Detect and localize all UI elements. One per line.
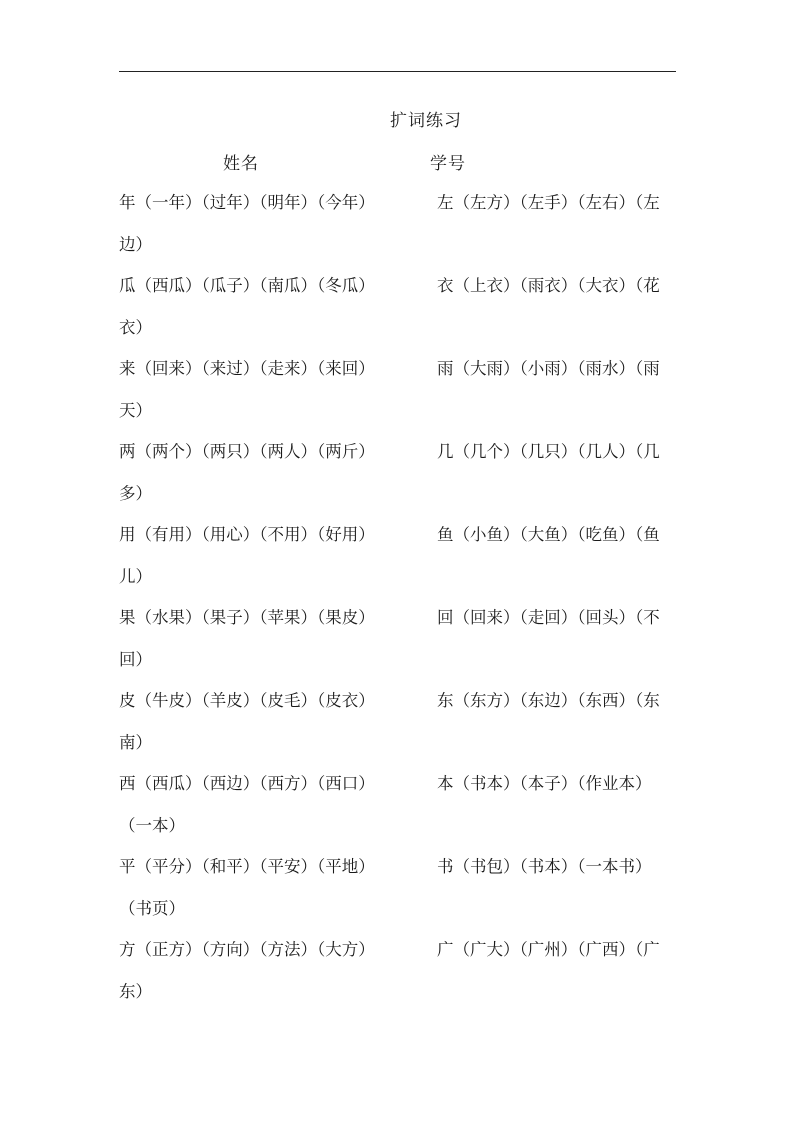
entry-row	[119, 600, 694, 683]
entry-left-text: 用（有用）（用心）（不用）（好用）	[119, 525, 375, 544]
entry-left-text: 瓜（西瓜）（瓜子）（南瓜）（冬瓜）	[119, 276, 375, 295]
entry-right-text: 几（几个）（几只）（几人）（几	[437, 442, 660, 461]
entry-continuation: 边）	[119, 235, 152, 254]
entry-left-text: 来（回来）（来过）（走来）（来回）	[119, 359, 375, 378]
entry-left-text: 西（西瓜）（西边）（西方）（西口）	[119, 774, 375, 793]
entry-right-text: 广（广大）（广州）（广西）（广	[437, 940, 660, 959]
entry-continuation: 回）	[119, 650, 152, 669]
header-rule	[119, 71, 676, 72]
entry-row	[119, 766, 694, 849]
entry-continuation: （书页）	[119, 899, 185, 918]
entry-right-text: 本（书本）（本子）（作业本）	[437, 774, 652, 793]
entry-right-text: 东（东方）（东边）（东西）（东	[437, 691, 660, 710]
entry-left-text: 年（一年）（过年）（明年）（今年）	[119, 193, 375, 212]
entry-row	[119, 517, 694, 600]
entry-row	[119, 351, 694, 434]
entry-right-text: 左（左方）（左手）（左右）（左	[437, 193, 660, 212]
entry-row	[119, 434, 694, 517]
entry-continuation: （一本）	[119, 816, 185, 835]
entry-right-text: 衣（上衣）（雨衣）（大衣）（花	[437, 276, 660, 295]
entry-continuation: 多）	[119, 484, 152, 503]
entry-left-text: 皮（牛皮）（羊皮）（皮毛）（皮衣）	[119, 691, 375, 710]
entry-continuation: 天）	[119, 401, 152, 420]
entry-left-text: 平（平分）（和平）（平安）（平地）	[119, 857, 375, 876]
entry-row	[119, 932, 694, 1015]
page-title: 扩词练习	[390, 111, 462, 131]
entry-continuation: 南）	[119, 733, 152, 752]
entry-left-text: 方（正方）（方向）（方法）（大方）	[119, 940, 375, 959]
entry-row	[119, 849, 694, 932]
entry-right-text: 雨（大雨）（小雨）（雨水）（雨	[437, 359, 660, 378]
entry-right-text: 书（书包）（书本）（一本书）	[437, 857, 652, 876]
entry-row	[119, 185, 694, 268]
entry-right-text: 鱼（小鱼）（大鱼）（吃鱼）（鱼	[437, 525, 660, 544]
entry-right-text: 回（回来）（走回）（回头）（不	[437, 608, 660, 627]
entry-left-text: 两（两个）（两只）（两人）（两斤）	[119, 442, 375, 461]
entry-continuation: 东）	[119, 982, 152, 1001]
word-expansion-list	[119, 185, 694, 1015]
student-id-label: 学号	[430, 154, 466, 174]
entry-row	[119, 683, 694, 766]
entry-left-text: 果（水果）（果子）（苹果）（果皮）	[119, 608, 375, 627]
entry-continuation: 衣）	[119, 318, 152, 337]
entry-row	[119, 268, 694, 351]
entry-continuation: 儿）	[119, 567, 152, 586]
name-label: 姓名	[223, 154, 259, 174]
